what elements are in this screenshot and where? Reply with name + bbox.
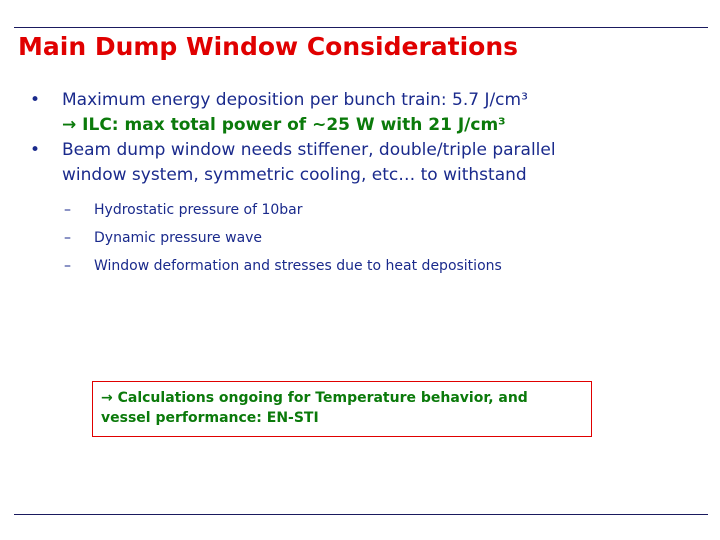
bullet-text: Beam dump window needs stiffener, double/triple parallel [62, 140, 556, 160]
sub-list [30, 196, 700, 280]
sub-item-text: Window deformation and stresses due to heat depositions [94, 258, 502, 274]
dash-marker: – [64, 230, 71, 246]
bullet-text: Maximum energy deposition per bunch train: 5.7 J/cm³ [62, 90, 528, 110]
bottom-rule [14, 514, 708, 515]
bullet-energy-deposition [30, 88, 700, 138]
top-rule [14, 27, 708, 28]
slide-content [30, 88, 700, 280]
bullet-marker: • [30, 140, 41, 160]
calculations-callout-box [92, 381, 592, 437]
sub-item-text: Hydrostatic pressure of 10bar [94, 202, 303, 218]
callout-text: vessel performance: EN-STI [101, 410, 319, 426]
slide-title: Main Dump Window Considerations [18, 32, 519, 61]
bullet-text: window system, symmetric cooling, etc… to withstand [62, 165, 527, 185]
bullet-beam-dump-window [30, 138, 700, 188]
bullet-marker: • [30, 90, 41, 110]
ilc-power-note: → ILC: max total power of ~25 W with 21 J/cm³ [62, 115, 506, 135]
sub-item-dynamic [64, 224, 700, 252]
dash-marker: – [64, 258, 71, 274]
sub-item-deformation [64, 252, 700, 280]
callout-text: → Calculations ongoing for Temperature behavior, and [101, 390, 528, 406]
dash-marker: – [64, 202, 71, 218]
sub-item-text: Dynamic pressure wave [94, 230, 263, 246]
sub-item-hydrostatic [64, 196, 700, 224]
